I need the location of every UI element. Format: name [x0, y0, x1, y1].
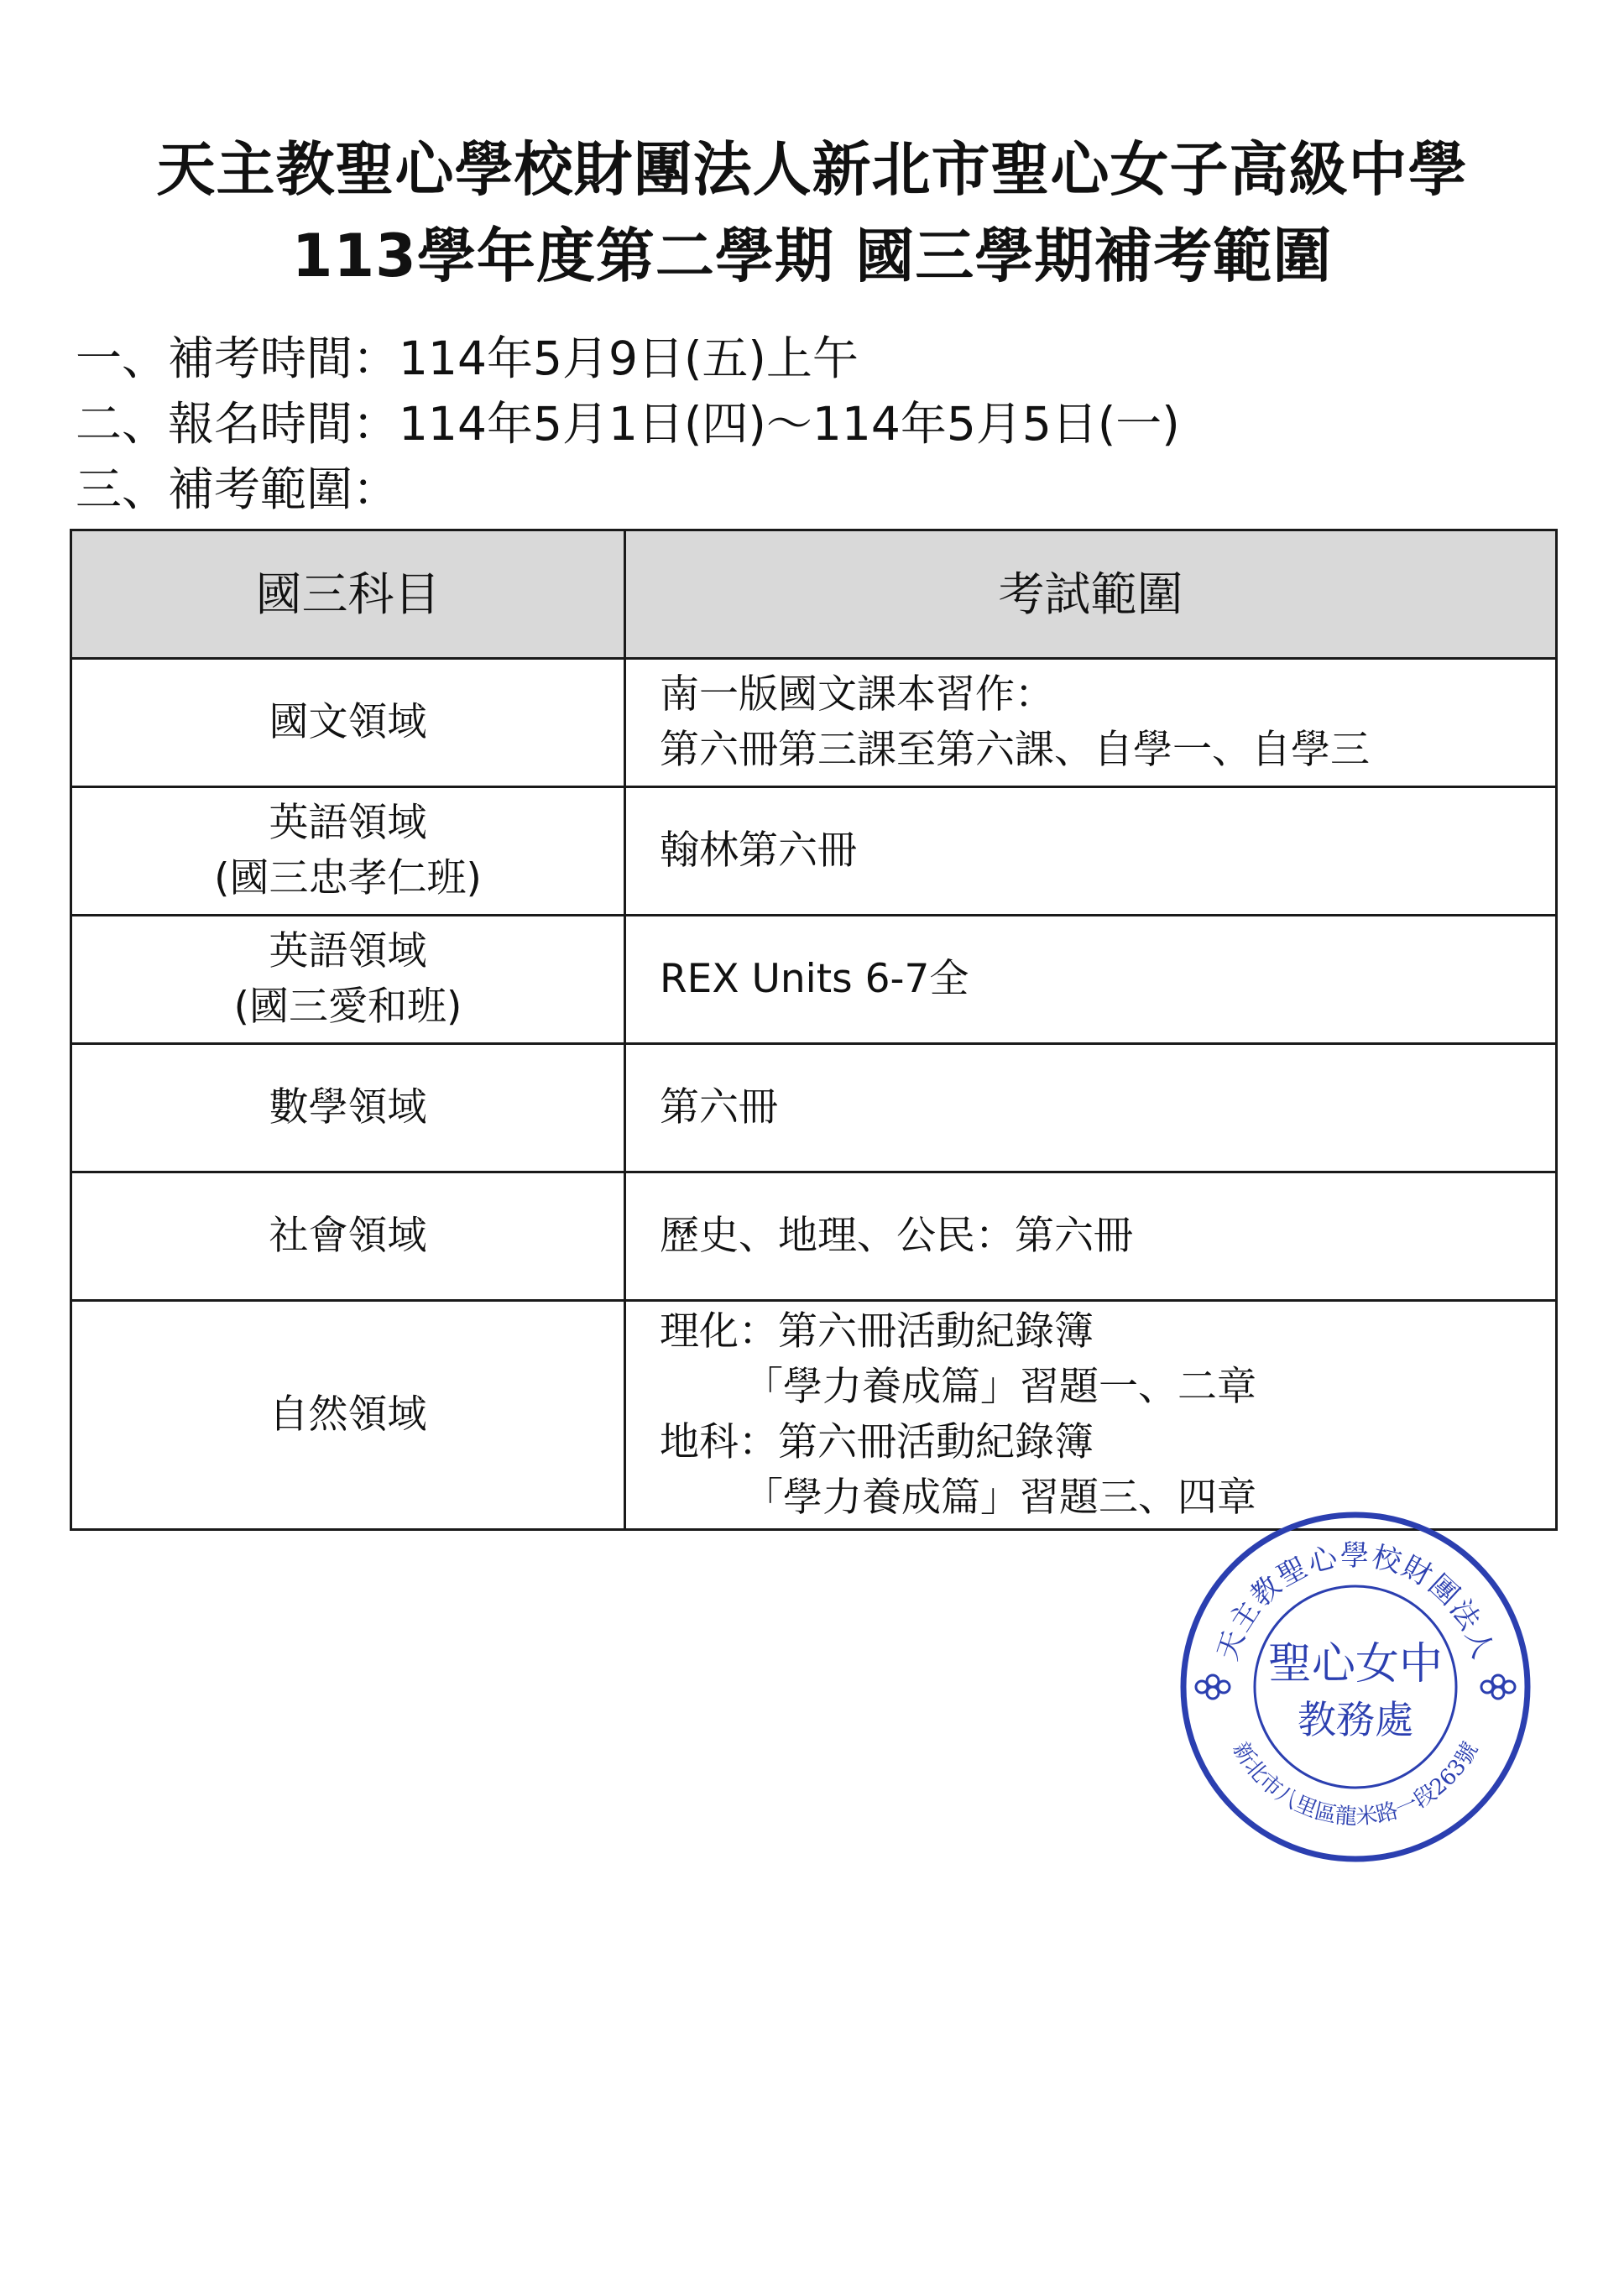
exam-scope-table [70, 529, 1558, 1531]
flower-icon [1196, 1675, 1230, 1699]
range-text: 第六冊第三課至第六課、自學一、自學三 [660, 727, 1370, 773]
range-text: 地科：第六冊活動紀錄簿 [660, 1419, 1094, 1465]
table-row [71, 659, 1557, 787]
subject-text: 國文領域 [269, 699, 427, 745]
subject-text: 自然領域 [269, 1392, 427, 1438]
range-text: 翰林第六冊 [660, 828, 857, 874]
subject-cell [71, 1172, 625, 1301]
document-title-line1: 天主教聖心學校財團法人新北市聖心女子高級中學 [156, 135, 1468, 204]
range-text: 南一版國文課本習作： [660, 671, 1054, 718]
table-row [71, 1301, 1557, 1530]
range-text: 第六冊 [660, 1084, 778, 1130]
range-cell [625, 659, 1557, 787]
subject-cell [71, 787, 625, 916]
subject-cell [71, 1044, 625, 1172]
table-row [71, 1172, 1557, 1301]
header-subject: 國三科目 [71, 530, 625, 659]
table-row [71, 1044, 1557, 1172]
stamp-center-line2: 教務處 [1298, 1697, 1413, 1742]
subject-class-note: (國三愛和班) [233, 984, 462, 1030]
exam-scope-heading: 三、補考範圍： [76, 462, 399, 516]
range-cell [625, 1301, 1557, 1530]
header-range: 考試範圍 [625, 530, 1557, 659]
range-text: 歷史、地理、公民：第六冊 [660, 1213, 1133, 1259]
range-text: REX Units 6-7全 [660, 956, 969, 1002]
subject-text: 英語領域 [269, 928, 427, 974]
range-text: 理化：第六冊活動紀錄簿 [660, 1308, 1094, 1355]
document-title-line2: 113學年度第二學期 國三學期補考範圍 [291, 222, 1333, 290]
subject-cell [71, 916, 625, 1044]
subject-text: 英語領域 [269, 800, 427, 846]
subject-text: 數學領域 [269, 1084, 427, 1130]
range-cell [625, 1044, 1557, 1172]
range-cell [625, 787, 1557, 916]
table-row [71, 787, 1557, 916]
table-row [71, 916, 1557, 1044]
registration-time-text: 二、報名時間：114年5月1日(四)～114年5月5日(一) [76, 397, 1180, 451]
table-header-row [71, 530, 1557, 659]
range-text: 「學力養成篇」習題一、二章 [744, 1364, 1256, 1410]
stamp-bottom-arc-text: 新北市八里區龍米路一段263號 [1227, 1737, 1484, 1830]
flower-icon [1481, 1675, 1515, 1699]
range-cell [625, 1172, 1557, 1301]
subject-cell [71, 1301, 625, 1530]
exam-time-text: 一、補考時間：114年5月9日(五)上午 [76, 332, 859, 385]
stamp-top-arc-text: 天主教聖心學校財團法人 [1210, 1539, 1501, 1665]
range-text: 「學力養成篇」習題三、四章 [744, 1475, 1256, 1521]
office-seal-stamp [1175, 1506, 1536, 1867]
subject-cell [71, 659, 625, 787]
stamp-center-line1: 聖心女中 [1267, 1639, 1444, 1689]
subject-text: 社會領域 [269, 1213, 427, 1259]
range-cell [625, 916, 1557, 1044]
subject-class-note: (國三忠孝仁班) [214, 855, 482, 901]
